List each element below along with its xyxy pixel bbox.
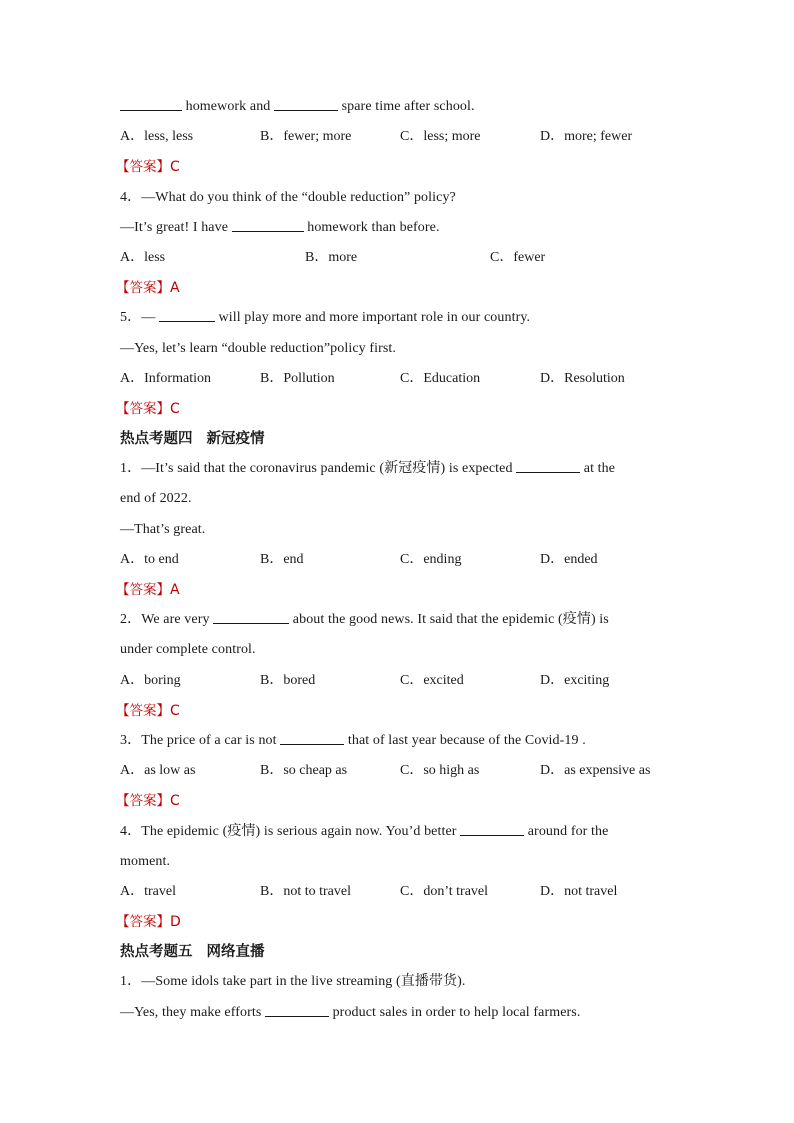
question-line bbox=[120, 213, 680, 243]
answer-value: C bbox=[170, 793, 180, 810]
text-run: homework than before. bbox=[303, 219, 440, 235]
option-choice: C．less; more bbox=[400, 129, 481, 145]
options-row bbox=[120, 364, 680, 394]
text-run: 3．The price of a car is not bbox=[120, 732, 281, 748]
question-line bbox=[120, 303, 680, 333]
option-choice: B．Pollution bbox=[260, 370, 335, 386]
answer-value: C bbox=[170, 159, 180, 176]
text-run: —Yes, let’s learn “double reduction”policy first. bbox=[120, 340, 397, 356]
answer-value: D bbox=[170, 914, 181, 931]
section-heading bbox=[120, 937, 680, 967]
option-choice: B．fewer; more bbox=[260, 129, 352, 145]
question-line bbox=[120, 183, 680, 213]
question-line bbox=[120, 998, 680, 1028]
question-line bbox=[120, 334, 680, 364]
answer-label: 【答案】 bbox=[116, 280, 170, 297]
text-run: homework and bbox=[182, 99, 274, 114]
text-run: 2．We are very bbox=[120, 612, 214, 628]
text-run: product sales in order to help local farmers. bbox=[328, 1004, 581, 1020]
option-choice: C．Education bbox=[400, 370, 481, 386]
option-choice: A．boring bbox=[120, 672, 181, 688]
text-run: 4．The epidemic (疫情) is serious again now. You’d better bbox=[120, 823, 461, 839]
answer-key bbox=[116, 394, 680, 424]
option-choice: C．ending bbox=[400, 551, 462, 567]
text-run: —Yes, they make efforts bbox=[120, 1004, 265, 1020]
options-row bbox=[120, 243, 680, 273]
answer-label: 【答案】 bbox=[116, 582, 170, 598]
answer-label: 【答案】 bbox=[116, 702, 170, 719]
section-subtitle: 网络直播 bbox=[206, 944, 265, 961]
question-line bbox=[120, 726, 680, 756]
section-title: 热点考题四 bbox=[120, 431, 193, 448]
question-line bbox=[120, 515, 680, 545]
option-choice: D．exciting bbox=[540, 672, 610, 688]
text-run: end of 2022. bbox=[120, 491, 192, 507]
answer-label: 【答案】 bbox=[116, 400, 170, 417]
option-choice: A．travel bbox=[120, 883, 176, 899]
option-choice: B．not to travel bbox=[260, 883, 351, 899]
question-line bbox=[120, 817, 680, 847]
option-choice: C．excited bbox=[400, 672, 464, 688]
question-line bbox=[120, 605, 680, 635]
answer-key bbox=[116, 786, 680, 816]
text-run: 5．— bbox=[120, 310, 159, 326]
answer-value: C bbox=[170, 702, 180, 719]
text-run: 1．—Some idols take part in the live streaming (直播带货). bbox=[120, 974, 466, 990]
answer-blank bbox=[516, 458, 580, 473]
option-choice: C．so high as bbox=[400, 763, 480, 779]
option-choice: B．more bbox=[305, 249, 358, 265]
answer-blank bbox=[213, 609, 289, 624]
question-line bbox=[120, 967, 680, 997]
text-run: 1．—It’s said that the coronavirus pandemic (新冠疫情) is expected bbox=[120, 461, 517, 477]
answer-value: C bbox=[170, 400, 180, 417]
document-page bbox=[116, 92, 680, 1028]
answer-key bbox=[116, 273, 680, 303]
options-row bbox=[120, 756, 680, 786]
option-choice: D．ended bbox=[540, 551, 598, 567]
option-choice: A．to end bbox=[120, 551, 179, 567]
option-choice: D．Resolution bbox=[540, 370, 625, 386]
answer-blank bbox=[460, 821, 524, 836]
question-line bbox=[120, 454, 680, 484]
option-choice: A．as low as bbox=[120, 763, 196, 779]
answer-blank bbox=[274, 96, 338, 111]
answer-key bbox=[116, 575, 680, 605]
option-choice: B．end bbox=[260, 551, 304, 567]
text-run: under complete control. bbox=[120, 642, 256, 658]
option-choice: B．so cheap as bbox=[260, 763, 348, 779]
question-line bbox=[120, 847, 680, 877]
answer-blank bbox=[159, 307, 215, 322]
text-run: at the bbox=[580, 461, 616, 477]
text-run: —It’s great! I have bbox=[120, 219, 232, 235]
answer-value: A bbox=[170, 582, 180, 598]
options-row bbox=[120, 122, 680, 152]
answer-blank bbox=[232, 217, 304, 232]
text-run: will play more and more important role in our country. bbox=[214, 310, 531, 326]
text-run: moment. bbox=[120, 853, 171, 869]
option-choice: C．don’t travel bbox=[400, 883, 489, 899]
answer-blank bbox=[120, 96, 182, 111]
option-choice: B．bored bbox=[260, 672, 316, 688]
answer-key bbox=[116, 907, 680, 937]
answer-value: A bbox=[170, 280, 180, 297]
answer-key bbox=[116, 152, 680, 182]
option-choice: A．less bbox=[120, 249, 166, 265]
text-run: 4．—What do you think of the “double reduction” policy? bbox=[120, 189, 456, 205]
question-line bbox=[120, 635, 680, 665]
answer-key bbox=[116, 696, 680, 726]
question-line bbox=[120, 484, 680, 514]
question-line bbox=[120, 92, 680, 122]
text-run: around for the bbox=[524, 823, 609, 839]
option-choice: D．more; fewer bbox=[540, 129, 633, 145]
text-run: spare time after school. bbox=[338, 99, 475, 114]
answer-label: 【答案】 bbox=[116, 914, 170, 931]
option-choice: C．fewer bbox=[490, 249, 546, 265]
option-choice: A．Information bbox=[120, 370, 211, 386]
section-heading bbox=[120, 424, 680, 454]
options-row bbox=[120, 666, 680, 696]
answer-blank bbox=[280, 730, 344, 745]
section-title: 热点考题五 bbox=[120, 944, 193, 961]
answer-label: 【答案】 bbox=[116, 793, 170, 810]
answer-blank bbox=[265, 1002, 329, 1017]
text-run: about the good news. It said that the epidemic (疫情) is bbox=[289, 612, 609, 628]
options-row bbox=[120, 545, 680, 575]
option-choice: D．not travel bbox=[540, 883, 618, 899]
text-run: that of last year because of the Covid-19 . bbox=[344, 732, 586, 748]
section-subtitle: 新冠疫情 bbox=[206, 431, 265, 448]
options-row bbox=[120, 877, 680, 907]
option-choice: A．less, less bbox=[120, 129, 194, 145]
option-choice: D．as expensive as bbox=[540, 763, 651, 779]
answer-label: 【答案】 bbox=[116, 159, 170, 176]
text-run: —That’s great. bbox=[120, 521, 206, 537]
